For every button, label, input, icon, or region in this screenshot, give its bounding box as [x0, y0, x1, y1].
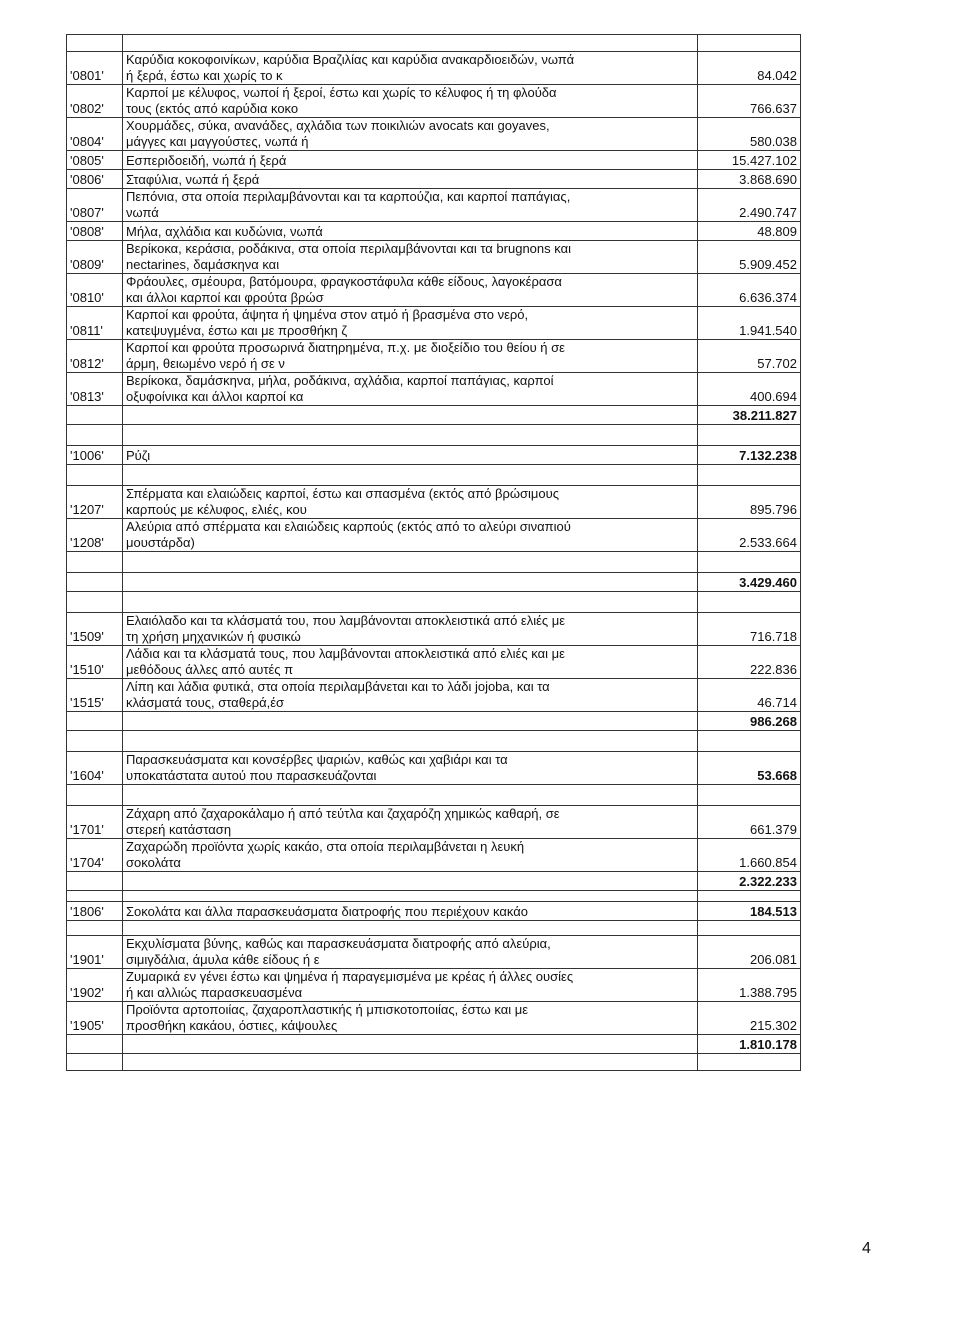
empty-cell — [123, 921, 698, 936]
empty-cell — [67, 552, 123, 573]
product-description — [123, 274, 698, 307]
product-value: 48.809 — [698, 222, 801, 241]
product-code: '1902' — [67, 969, 123, 1002]
product-code: '0806' — [67, 170, 123, 189]
description-line: μουστάρδα) — [126, 535, 195, 550]
description-line: Καρποί και φρούτα, άψητα ή ψημένα στον ατμό ή βρασμένα στο νερό, — [126, 307, 529, 322]
product-code: '1509' — [67, 613, 123, 646]
product-value: 2.533.664 — [698, 519, 801, 552]
empty-cell — [123, 891, 698, 902]
product-description — [123, 969, 698, 1002]
description-line: Χουρμάδες, σύκα, ανανάδες, αχλάδια των ποικιλιών avocats και goyaves, — [126, 118, 550, 133]
empty-cell — [67, 592, 123, 613]
description-line: οξυφοίνικα και άλλοι καρποί κα — [126, 389, 304, 404]
description-line: τους (εκτός από καρύδια κοκο — [126, 101, 299, 116]
product-description — [123, 189, 698, 222]
table-row — [67, 52, 801, 85]
empty-cell — [67, 921, 123, 936]
product-value: 1.660.854 — [698, 839, 801, 872]
description-line: μεθόδους άλλες από αυτές π — [126, 662, 294, 677]
table-row — [67, 85, 801, 118]
description-line: ή και αλλιώς παρασκευασμένα — [126, 985, 303, 1000]
empty-cell — [123, 872, 698, 891]
description-line: Βερίκοκα, κεράσια, ροδάκινα, στα οποία περιλαμβάνονται και τα brugnons και — [126, 241, 571, 256]
product-description — [123, 936, 698, 969]
description-line: Καρποί με κέλυφος, νωποί ή ξεροί, έστω και χωρίς το κέλυφος ή τη φλούδα — [126, 85, 557, 100]
subtotal-row — [67, 712, 801, 731]
product-code: '0810' — [67, 274, 123, 307]
product-value: 1.941.540 — [698, 307, 801, 340]
spacer-row — [67, 1054, 801, 1071]
product-value: 53.668 — [698, 752, 801, 785]
subtotal-value: 3.429.460 — [698, 573, 801, 592]
description-line: Ζυμαρικά εν γένει έστω και ψημένα ή παραγεμισμένα με κρέας ή άλλες ουσίες — [126, 969, 574, 984]
empty-cell — [67, 573, 123, 592]
product-value: 400.694 — [698, 373, 801, 406]
table-row — [67, 170, 801, 189]
description-line: Μήλα, αχλάδια και κυδώνια, νωπά — [126, 224, 323, 239]
subtotal-row — [67, 573, 801, 592]
product-description — [123, 752, 698, 785]
spacer-row — [67, 592, 801, 613]
product-code: '0805' — [67, 151, 123, 170]
description-line: Σταφύλια, νωπά ή ξερά — [126, 172, 260, 187]
spacer-row — [67, 891, 801, 902]
product-description — [123, 307, 698, 340]
table-row — [67, 806, 801, 839]
empty-cell — [698, 35, 801, 52]
empty-cell — [123, 552, 698, 573]
table-row — [67, 519, 801, 552]
product-value: 766.637 — [698, 85, 801, 118]
table-row — [67, 486, 801, 519]
empty-cell — [698, 425, 801, 446]
commodity-table-body — [67, 35, 801, 1071]
table-row — [67, 222, 801, 241]
product-code: '0813' — [67, 373, 123, 406]
description-line: τη χρήση μηχανικών ή φυσικώ — [126, 629, 301, 644]
description-line: Ζαχαρώδη προϊόντα χωρίς κακάο, στα οποία περιλαμβάνεται η λευκή — [126, 839, 525, 854]
spacer-row — [67, 731, 801, 752]
product-value: 184.513 — [698, 902, 801, 921]
empty-cell — [698, 1054, 801, 1071]
table-row — [67, 969, 801, 1002]
product-description — [123, 806, 698, 839]
product-description — [123, 340, 698, 373]
description-line: Καρποί και φρούτα προσωρινά διατηρημένα, π.χ. με διοξείδιο του θείου ή σε — [126, 340, 565, 355]
page-number: 4 — [862, 1240, 871, 1257]
empty-cell — [123, 35, 698, 52]
product-code: '0802' — [67, 85, 123, 118]
product-value: 46.714 — [698, 679, 801, 712]
product-code: '1905' — [67, 1002, 123, 1035]
empty-cell — [123, 406, 698, 425]
description-line: προσθήκη κακάου, όστιες, κάψουλες — [126, 1018, 338, 1033]
table-row — [67, 446, 801, 465]
description-line: και άλλοι καρποί και φρούτα βρώσ — [126, 290, 324, 305]
spacer-row — [67, 552, 801, 573]
subtotal-row — [67, 1035, 801, 1054]
subtotal-value: 38.211.827 — [698, 406, 801, 425]
description-line: νωπά — [126, 205, 159, 220]
empty-cell — [67, 425, 123, 446]
description-line: nectarines, δαμάσκηνα και — [126, 257, 280, 272]
description-line: Ζάχαρη από ζαχαροκάλαμο ή από τεύτλα και ζαχαρόζη χημικώς καθαρή, σε — [126, 806, 560, 821]
description-line: κλάσματά τους, σταθερά,έσ — [126, 695, 285, 710]
description-line: Βερίκοκα, δαμάσκηνα, μήλα, ροδάκινα, αχλάδια, καρποί παπάγιας, καρποί — [126, 373, 554, 388]
product-value: 1.388.795 — [698, 969, 801, 1002]
empty-cell — [67, 465, 123, 486]
empty-cell — [67, 712, 123, 731]
table-row — [67, 340, 801, 373]
empty-cell — [123, 465, 698, 486]
description-line: Φράουλες, σμέουρα, βατόμουρα, φραγκοστάφυλα κάθε είδους, λαγοκέρασα — [126, 274, 562, 289]
product-code: '1806' — [67, 902, 123, 921]
spacer-row — [67, 35, 801, 52]
product-code: '0808' — [67, 222, 123, 241]
product-description — [123, 613, 698, 646]
description-line: Σπέρματα και ελαιώδεις καρποί, έστω και σπασμένα (εκτός από βρώσιμους — [126, 486, 560, 501]
table-row — [67, 902, 801, 921]
subtotal-row — [67, 872, 801, 891]
table-row — [67, 613, 801, 646]
product-description — [123, 1002, 698, 1035]
product-description — [123, 902, 698, 921]
empty-cell — [67, 1035, 123, 1054]
subtotal-value: 2.322.233 — [698, 872, 801, 891]
table-row — [67, 752, 801, 785]
product-description — [123, 839, 698, 872]
description-line: σιμιγδάλια, άμυλα κάθε είδους ή ε — [126, 952, 320, 967]
description-line: υποκατάστατα αυτού που παρασκευάζονται — [126, 768, 377, 783]
empty-cell — [123, 592, 698, 613]
product-description — [123, 241, 698, 274]
empty-cell — [67, 1054, 123, 1071]
description-line: Προϊόντα αρτοποιίας, ζαχαροπλαστικής ή μπισκοτοποιίας, έστω και με — [126, 1002, 529, 1017]
empty-cell — [67, 35, 123, 52]
subtotal-value: 986.268 — [698, 712, 801, 731]
empty-cell — [67, 731, 123, 752]
table-row — [67, 373, 801, 406]
product-description — [123, 118, 698, 151]
product-value: 716.718 — [698, 613, 801, 646]
product-code: '1510' — [67, 646, 123, 679]
product-description — [123, 170, 698, 189]
spacer-row — [67, 921, 801, 936]
description-line: Αλεύρια από σπέρματα και ελαιώδεις καρπούς (εκτός από το αλεύρι σιναπιού — [126, 519, 571, 534]
table-row — [67, 189, 801, 222]
product-code: '1515' — [67, 679, 123, 712]
product-value: 15.427.102 — [698, 151, 801, 170]
product-value: 661.379 — [698, 806, 801, 839]
product-value: 222.836 — [698, 646, 801, 679]
description-line: σοκολάτα — [126, 855, 181, 870]
spacer-row — [67, 465, 801, 486]
table-row — [67, 1002, 801, 1035]
empty-cell — [698, 552, 801, 573]
empty-cell — [698, 891, 801, 902]
empty-cell — [67, 406, 123, 425]
table-row — [67, 151, 801, 170]
product-value: 215.302 — [698, 1002, 801, 1035]
table-row — [67, 274, 801, 307]
spacer-row — [67, 425, 801, 446]
table-row — [67, 679, 801, 712]
table-row — [67, 839, 801, 872]
table-row — [67, 118, 801, 151]
product-code: '1704' — [67, 839, 123, 872]
description-line: Ελαιόλαδο και τα κλάσματά του, που λαμβάνονται αποκλειστικά από ελιές με — [126, 613, 566, 628]
description-line: Σοκολάτα και άλλα παρασκευάσματα διατροφής που περιέχουν κακάο — [126, 904, 528, 919]
product-description — [123, 486, 698, 519]
product-code: '1901' — [67, 936, 123, 969]
product-value: 3.868.690 — [698, 170, 801, 189]
empty-cell — [123, 712, 698, 731]
product-code: '0811' — [67, 307, 123, 340]
product-description — [123, 52, 698, 85]
empty-cell — [698, 731, 801, 752]
empty-cell — [67, 891, 123, 902]
subtotal-value: 1.810.178 — [698, 1035, 801, 1054]
product-description — [123, 373, 698, 406]
empty-cell — [698, 785, 801, 806]
description-line: άρμη, θειωμένο νερό ή σε ν — [126, 356, 285, 371]
product-description — [123, 446, 698, 465]
product-value: 7.132.238 — [698, 446, 801, 465]
description-line: Παρασκευάσματα και κονσέρβες ψαριών, καθώς και χαβιάρι και τα — [126, 752, 508, 767]
empty-cell — [698, 921, 801, 936]
table-row — [67, 936, 801, 969]
product-description — [123, 646, 698, 679]
product-description — [123, 679, 698, 712]
description-line: Λάδια και τα κλάσματά τους, που λαμβάνονται αποκλειστικά από ελιές και με — [126, 646, 565, 661]
empty-cell — [698, 465, 801, 486]
product-description — [123, 85, 698, 118]
product-description — [123, 222, 698, 241]
commodity-table — [66, 34, 801, 1071]
empty-cell — [123, 785, 698, 806]
product-value: 206.081 — [698, 936, 801, 969]
empty-cell — [67, 785, 123, 806]
product-value: 84.042 — [698, 52, 801, 85]
empty-cell — [698, 592, 801, 613]
product-code: '0812' — [67, 340, 123, 373]
table-row — [67, 307, 801, 340]
empty-cell — [123, 425, 698, 446]
product-code: '1207' — [67, 486, 123, 519]
empty-cell — [123, 1054, 698, 1071]
description-line: κατεψυγμένα, έστω και με προσθήκη ζ — [126, 323, 348, 338]
subtotal-row — [67, 406, 801, 425]
product-value: 6.636.374 — [698, 274, 801, 307]
description-line: μάγγες και μαγγούστες, νωπά ή — [126, 134, 309, 149]
product-code: '1006' — [67, 446, 123, 465]
table-row — [67, 646, 801, 679]
description-line: Πεπόνια, στα οποία περιλαμβάνονται και τα καρπούζια, και καρποί παπάγιας, — [126, 189, 571, 204]
empty-cell — [123, 1035, 698, 1054]
description-line: Εσπεριδοειδή, νωπά ή ξερά — [126, 153, 287, 168]
product-code: '1208' — [67, 519, 123, 552]
product-code: '0801' — [67, 52, 123, 85]
description-line: Λίπη και λάδια φυτικά, στα οποία περιλαμβάνεται και το λάδι jojoba, και τα — [126, 679, 550, 694]
product-code: '0809' — [67, 241, 123, 274]
spacer-row — [67, 785, 801, 806]
product-code: '0807' — [67, 189, 123, 222]
product-value: 57.702 — [698, 340, 801, 373]
product-code: '0804' — [67, 118, 123, 151]
empty-cell — [123, 573, 698, 592]
product-value: 580.038 — [698, 118, 801, 151]
empty-cell — [67, 872, 123, 891]
product-value: 5.909.452 — [698, 241, 801, 274]
description-line: Καρύδια κοκοφοινίκων, καρύδια Βραζιλίας και καρύδια ανακαρδιοειδών, νωπά — [126, 52, 575, 67]
product-code: '1604' — [67, 752, 123, 785]
product-value: 895.796 — [698, 486, 801, 519]
product-description — [123, 519, 698, 552]
table-row — [67, 241, 801, 274]
description-line: Εκχυλίσματα βύνης, καθώς και παρασκευάσματα διατροφής από αλεύρια, — [126, 936, 551, 951]
description-line: καρπούς με κέλυφος, ελιές, κου — [126, 502, 307, 517]
description-line: Ρύζι — [126, 448, 151, 463]
product-code: '1701' — [67, 806, 123, 839]
product-description — [123, 151, 698, 170]
description-line: στερεή κατάσταση — [126, 822, 232, 837]
product-value: 2.490.747 — [698, 189, 801, 222]
empty-cell — [123, 731, 698, 752]
description-line: ή ξερά, έστω και χωρίς το κ — [126, 68, 283, 83]
